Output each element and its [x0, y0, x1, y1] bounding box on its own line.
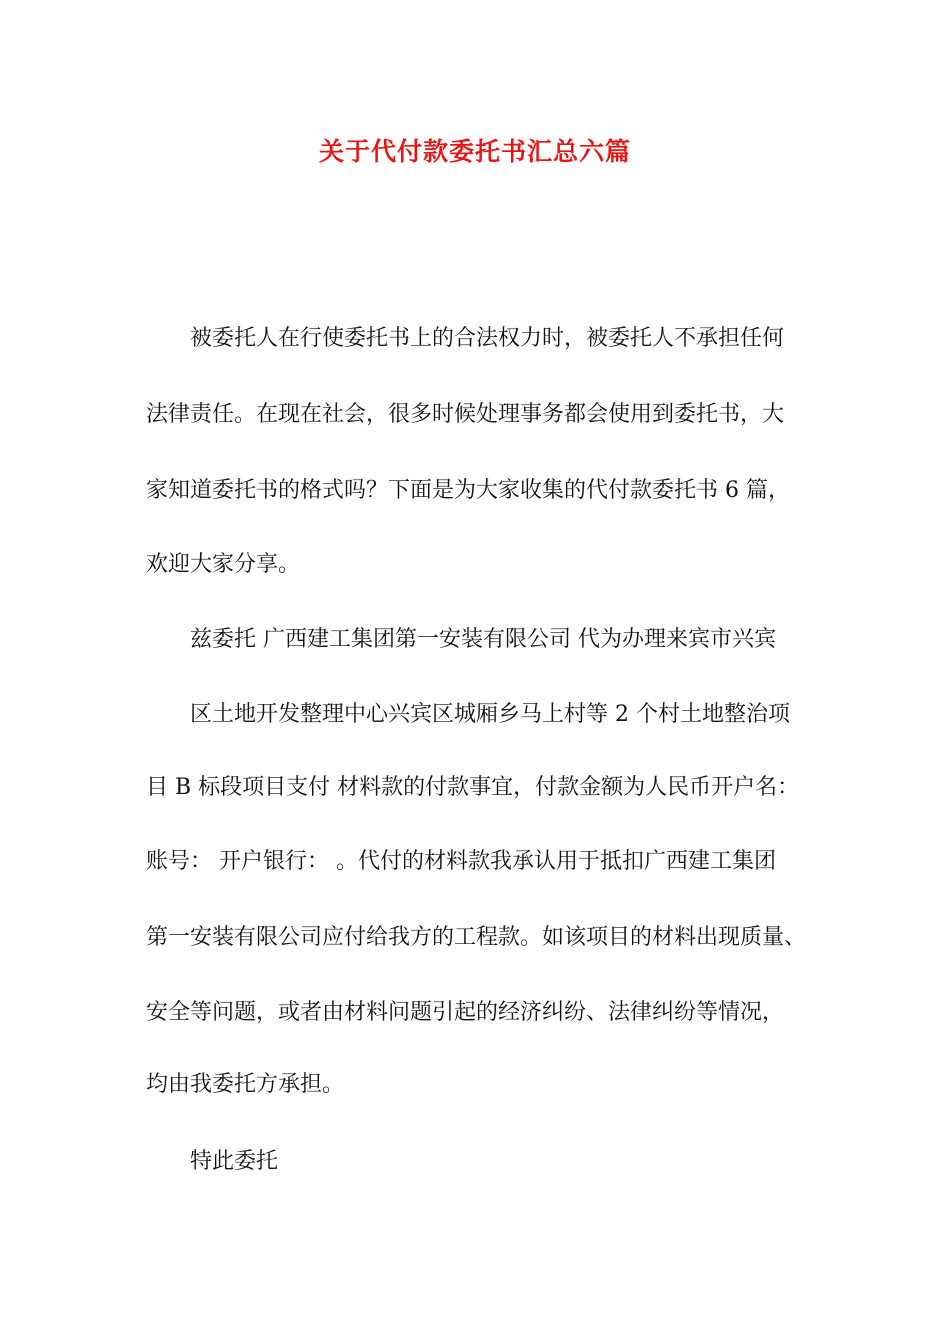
paragraph-line: 安全等问题，或者由材料问题引起的经济纠纷、法律纠纷等情况， [146, 1000, 785, 1025]
paragraph-line: 法律责任。在现在社会，很多时候处理事务都会使用到委托书，大 [146, 402, 785, 427]
paragraph-line: 家知道委托书的格式吗？下面是为大家收集的代付款委托书 6 篇， [146, 478, 790, 503]
paragraph-line: 账号： 开户银行： 。代付的材料款我承认用于抵扣广西建工集团 [146, 849, 776, 874]
paragraph-line: 区土地开发整理中心兴宾区城厢乡马上村等 2 个村土地整治项 [190, 702, 790, 727]
paragraph-line: 被委托人在行使委托书上的合法权力时，被委托人不承担任何 [190, 326, 785, 351]
paragraph-line: 欢迎大家分享。 [146, 552, 301, 577]
paragraph-line: 第一安装有限公司应付给我方的工程款。如该项目的材料出现质量、 [146, 925, 807, 950]
document-title: 关于代付款委托书汇总六篇 [318, 137, 631, 166]
paragraph-line: 均由我委托方承担。 [146, 1072, 345, 1097]
paragraph-line: 兹委托 广西建工集团第一安装有限公司 代为办理来宾市兴宾 [190, 627, 776, 652]
paragraph-line: 目 B 标段项目支付 材料款的付款事宜，付款金额为人民币开户名： [146, 775, 800, 800]
closing-line: 特此委托 [190, 1149, 279, 1174]
